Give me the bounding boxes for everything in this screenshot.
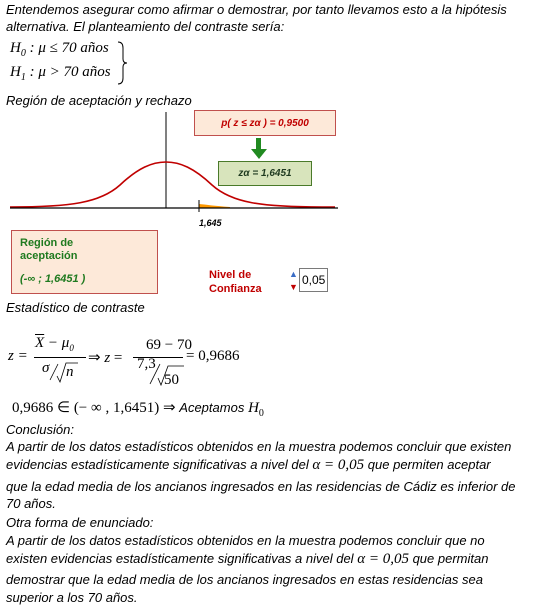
formula-sigma: σ	[42, 360, 50, 376]
formula-z: z =	[8, 348, 28, 364]
intro-line-1: Entendemos asegurar como afirmar o demostrar, por tanto llevamos esto a la hipótesis	[6, 2, 507, 17]
acceptance-interval: (-∞ ; 1,6451 )	[20, 273, 86, 285]
formula-result: = 0,9686	[186, 348, 240, 364]
otra-title: Otra forma de enunciado:	[6, 515, 154, 530]
conclusion-line-4: 70 años.	[6, 496, 56, 511]
formula-n: n	[66, 364, 74, 380]
hypothesis-h0: $H_0$ : μ ≤ 70 años	[10, 40, 109, 59]
spin-down-icon[interactable]: ▼	[289, 281, 298, 292]
formula-num-values: 69 − 70	[146, 337, 192, 353]
formula-root-1	[48, 360, 78, 384]
hypothesis-h1: $H_1$ : μ > 70 años	[10, 64, 111, 83]
region-title: Región de aceptación y rechazo	[6, 93, 192, 108]
down-arrow-icon	[250, 137, 268, 161]
membership-line: 0,9686 ∈ (− ∞ , 1,6451) ⇒ Aceptamos $H_0$	[12, 400, 264, 419]
z-alpha-box: zα = 1,6451	[218, 161, 312, 186]
otra-line-1: A partir de los datos estadísticos obtenidos en la muestra podemos concluir que no	[6, 533, 485, 548]
tick-label: 1,645	[199, 218, 222, 228]
nivel-label: Nivel de Confianza	[209, 269, 262, 295]
otra-line-3: demostrar que la edad media de los ancianos ingresados en estas residencias sea	[6, 572, 483, 587]
hypotheses-brace	[116, 40, 128, 86]
formula-fraction-bar-1	[34, 357, 86, 358]
acceptance-title-2: aceptación	[20, 250, 78, 262]
intro-line-2: alternativa. El planteamiento del contraste sería:	[6, 19, 285, 34]
formula-sigma-value: 7,3	[137, 356, 156, 372]
rejection-tail	[199, 204, 230, 208]
spin-up-icon[interactable]: ▲	[289, 268, 298, 279]
acceptance-title-1: Región de	[20, 237, 74, 249]
probability-box: p( z ≤ zα ) = 0,9500	[194, 110, 336, 136]
formula-numerator: $\overline{X} - \mu_0$	[35, 335, 74, 353]
formula-implies: ⇒ z =	[88, 350, 123, 366]
conclusion-line-3: que la edad media de los ancianos ingresados en las residencias de Cádiz es inferior de	[6, 479, 516, 494]
formula-sample-size: 50	[164, 372, 179, 388]
estadistico-title: Estadístico de contraste	[6, 300, 145, 315]
conclusion-line-2: evidencias estadísticamente significativas a nivel del α = 0,05 que permiten aceptar	[6, 457, 491, 473]
alpha-input[interactable]: 0,05	[299, 268, 328, 292]
acceptance-region-box	[11, 230, 158, 294]
otra-line-2: existen evidencias estadísticamente significativas a nivel del α = 0,05 que permitan	[6, 551, 489, 567]
conclusion-title: Conclusión:	[6, 422, 74, 437]
conclusion-line-1: A partir de los datos estadísticos obtenidos en la muestra podemos concluir que existen	[6, 439, 512, 454]
otra-line-4: superior a los 70 años.	[6, 590, 138, 605]
